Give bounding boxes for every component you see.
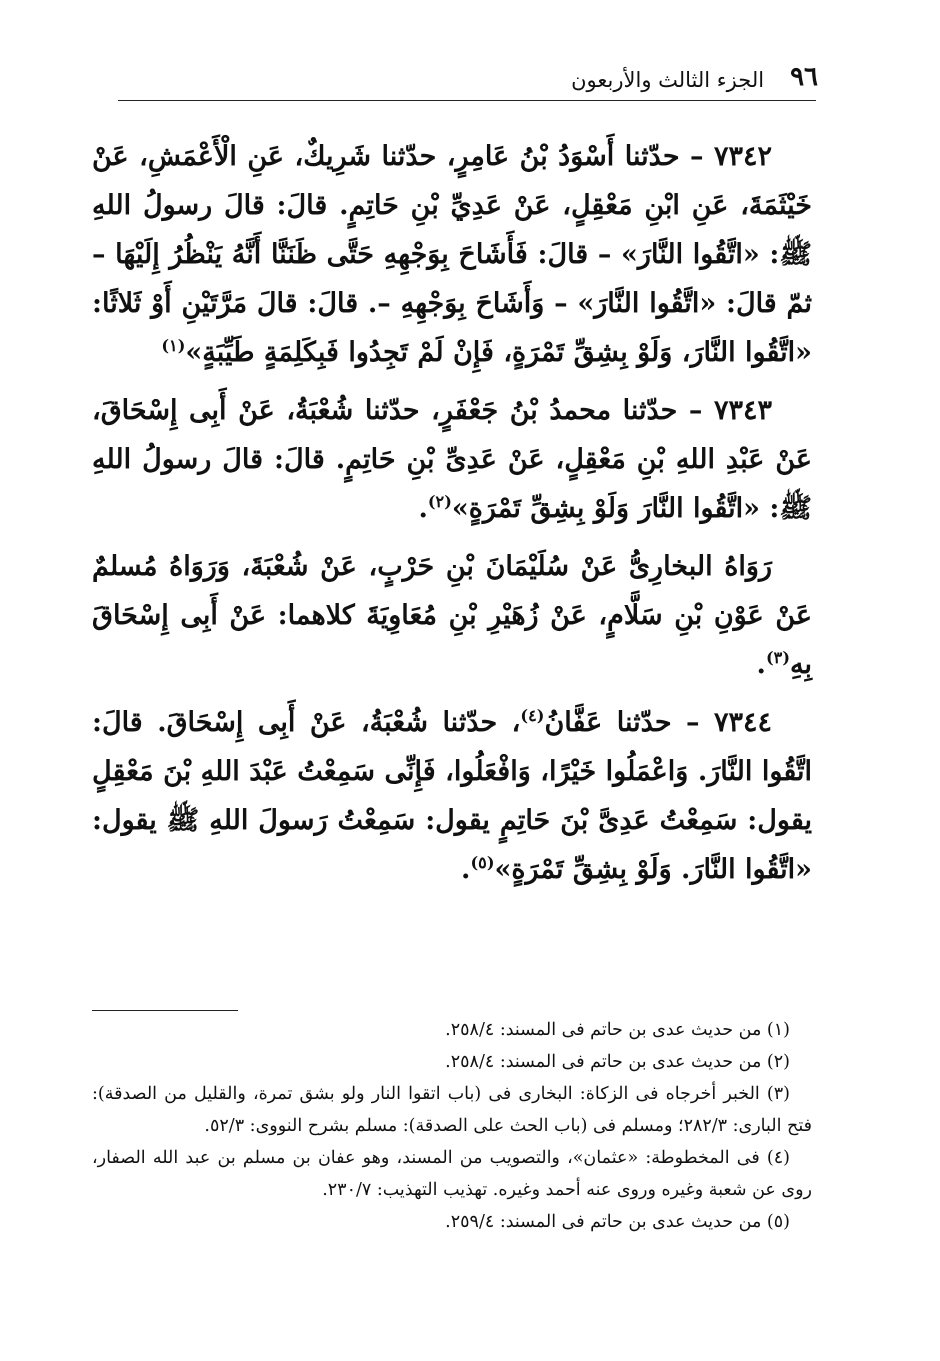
hadith-end: .: [461, 854, 471, 885]
header-divider: [118, 100, 816, 101]
footnote-divider: [92, 1010, 238, 1011]
page-header: [118, 52, 818, 92]
main-text: [92, 132, 812, 903]
hadith-text: ٧٣٤٢ – حدّثنا أَسْوَدُ بْنُ عَامِرٍ، حدّثنا شَرِيكٌ، عَنِ الْأَعْمَشِ، عَنْ خَيْثَمَةَ، عَنِ ابْنِ مَعْقِلٍ، عَنْ عَدِيِّ بْنِ حَاتِمٍ. قالَ: قالَ رسولُ اللهِ ﷺ: «اتَّقُوا النَّارَ» – قالَ: فَأَشَاحَ بِوَجْهِهِ حَتَّى ظَنَنَّا أَنَّهُ يَنْظُرُ إِلَيْهَا – ثمّ قالَ: «اتَّقُوا النَّارَ» – وَأَشَاحَ بِوَجْهِهِ –. قالَ: قالَ مَرَّتَيْنِ أَوْ ثَلاثًا: «اتَّقُوا النَّارَ، وَلَوْ بِشِقِّ تَمْرَةٍ، فَإِنْ لَمْ تَجِدُوا فَبِكَلِمَةٍ طَيِّبَةٍ»: [92, 141, 812, 368]
hadith-text: ٧٣٤٣ – حدّثنا محمدُ بْنُ جَعْفَرٍ، حدّثنا شُعْبَةُ، عَنْ أَبِى إِسْحَاقَ، عَنْ عَبْدِ اللهِ بْنِ مَعْقِلٍ، عَنْ عَدِىِّ بْنِ حَاتِمٍ. قالَ: قالَ رسولُ اللهِ ﷺ: «اتَّقُوا النَّارَ وَلَوْ بِشِقِّ تَمْرَةٍ»: [92, 395, 812, 524]
narration-text: رَوَاهُ البخارِىُّ عَنْ سُلَيْمَانَ بْنِ حَرْبٍ، عَنْ شُعْبَةَ، وَرَوَاهُ مُسلمٌ عَنْ عَوْنِ بْنِ سَلَّامٍ، عَنْ زُهَيْرِ بْنِ مُعَاوِيَةَ كلاهما: عَنْ أَبِى إِسْحَاقَ بِهِ: [92, 551, 812, 680]
footnote-ref: (٥): [470, 853, 495, 872]
footnote-ref: (١): [161, 336, 186, 355]
footnote-ref: (٤): [520, 706, 545, 725]
footnotes: [92, 1014, 812, 1238]
page-number: ٩٦: [790, 62, 818, 92]
hadith-7343: [92, 386, 812, 533]
footnote-1: (١) من حديث عدى بن حاتم فى المسند: ٢٥٨/٤.: [445, 1020, 790, 1040]
footnote-5: (٥) من حديث عدى بن حاتم فى المسند: ٢٥٩/٤.: [445, 1212, 790, 1232]
footnote-4: (٤) فى المخطوطة: «عثمان»، والتصويب من المسند، وهو عفان بن مسلم بن عبد الله الصفار، روى عن شعبة وغيره وروى عنه أحمد وغيره. تهذيب التهذيب: ٢٣٠/٧.: [92, 1148, 812, 1200]
running-title: الجزء الثالث والأربعون: [571, 68, 765, 92]
hadith-text-a: ٧٣٤٤ – حدّثنا عَفَّانُ: [544, 707, 772, 738]
footnote-2: (٢) من حديث عدى بن حاتم فى المسند: ٢٥٨/٤.: [445, 1052, 790, 1072]
hadith-7344: [92, 698, 812, 894]
hadith-end: .: [418, 493, 428, 524]
hadith-7342: [92, 132, 812, 377]
narration-paragraph: [92, 542, 812, 689]
hadith-text-b: ، حدّثنا شُعْبَةُ، عَنْ أَبِى إِسْحَاقَ. قالَ: اتَّقُوا النَّارَ. وَاعْمَلُوا خَيْرًا، وَافْعَلُوا، فَإِنِّى سَمِعْتُ عَبْدَ اللهِ بْنَ مَعْقِلٍ يقول: سَمِعْتُ عَدِىَّ بْنَ حَاتِمٍ يقول: سَمِعْتُ رَسولَ اللهِ ﷺ يقول: «اتَّقُوا النَّارَ. وَلَوْ بِشِقِّ تَمْرَةٍ»: [92, 707, 812, 885]
footnote-3: (٣) الخبر أخرجاه فى الزكاة: البخارى فى (باب اتقوا النار ولو بشق تمرة، والقليل من الصدقة): فتح البارى: ٢٨٢/٣؛ ومسلم فى (باب الحث على الصدقة): مسلم بشرح النووى: ٥٢/٣.: [92, 1084, 812, 1136]
narration-end: .: [756, 649, 766, 680]
footnote-ref: (٢): [427, 492, 452, 511]
footnote-ref: (٣): [765, 648, 790, 667]
